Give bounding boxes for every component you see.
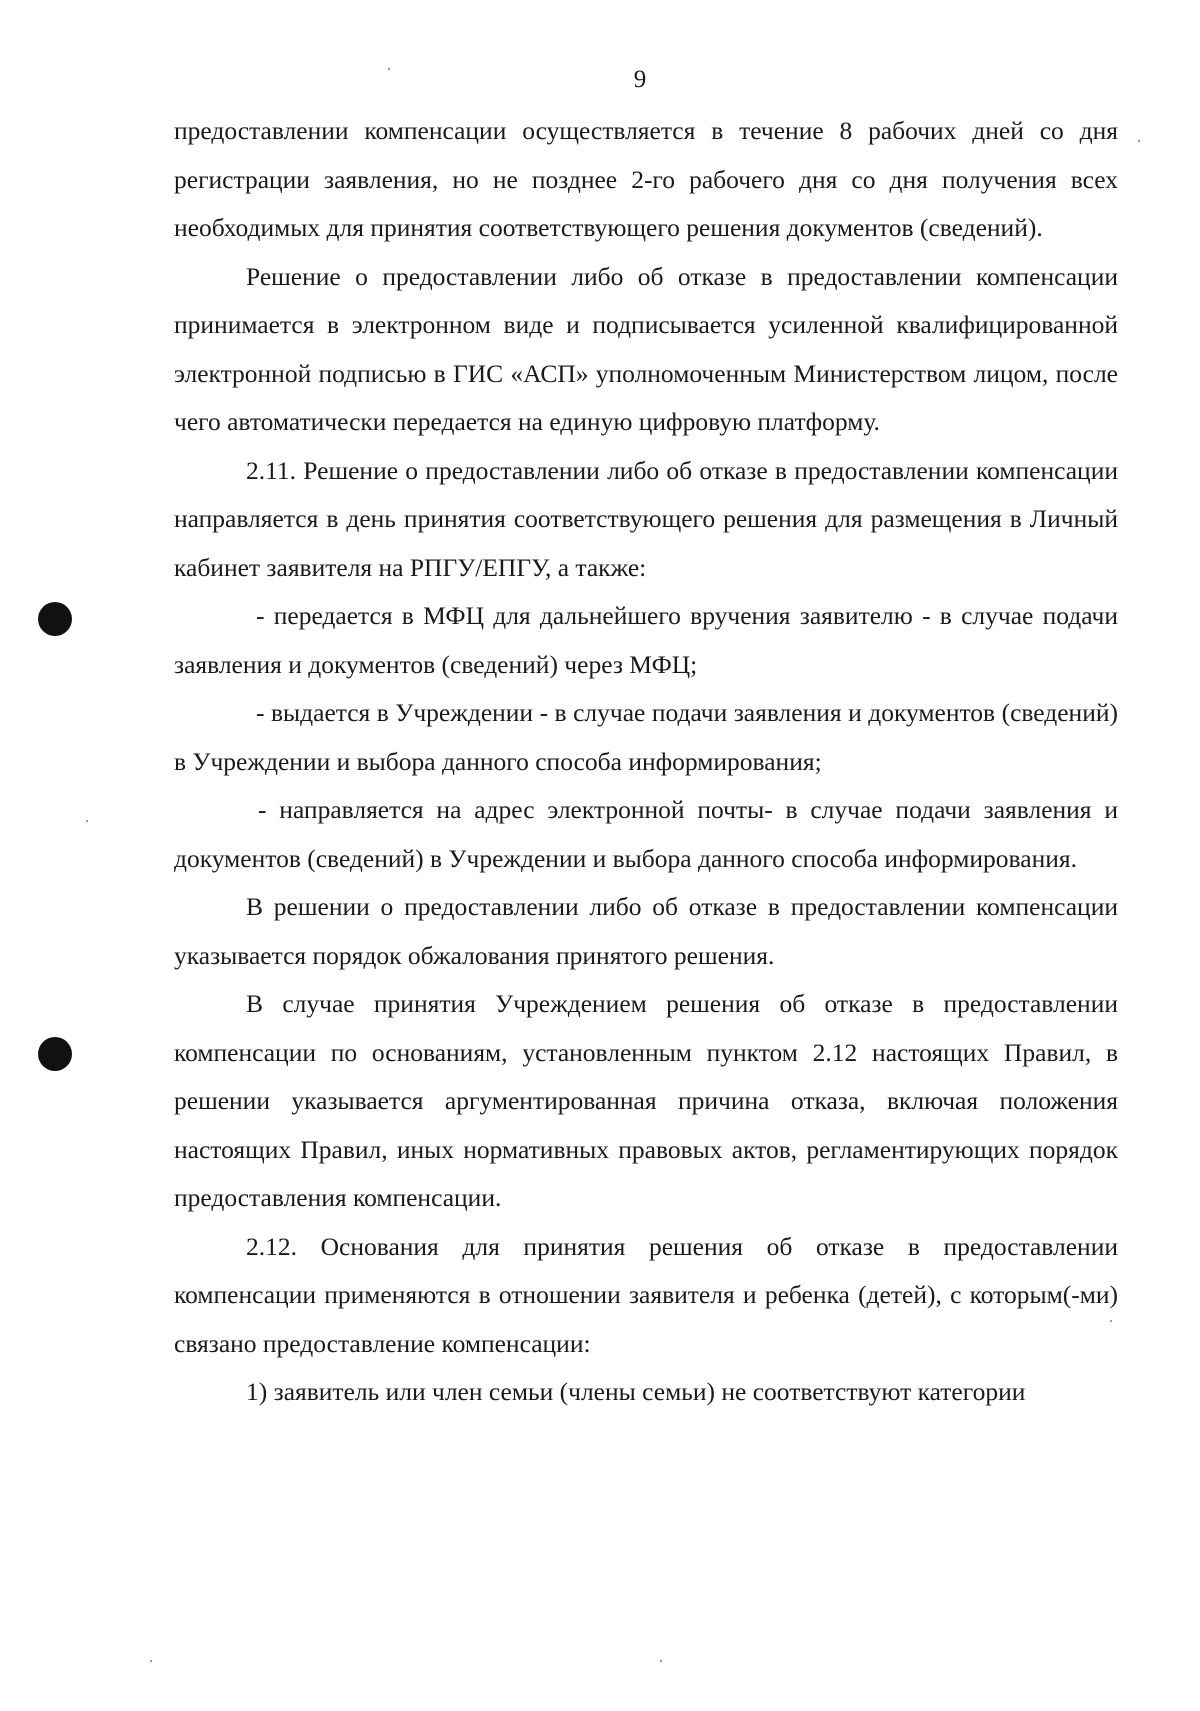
list-item-institution: - выдается в Учреждении - в случае подачи заявления и документов (сведений) в Учреждении и выбора данного способа информирования; [174, 698, 1118, 776]
page-number: 9 [633, 66, 647, 93]
paragraph-item-1: 1) заявитель или член семьи (члены семьи) не соответствуют категории [246, 1377, 1026, 1406]
scan-speck [150, 1660, 152, 1662]
scan-speck [660, 1660, 662, 1662]
scan-speck [86, 820, 88, 822]
paragraph-continuation: предоставлении компенсации осуществляется в течение 8 рабочих дней со дня регистрации заявления, но не позднее 2-го рабочего дня со дня получения всех необходимых для принятия соответствующего решения документов (сведений). [174, 116, 1118, 242]
scan-speck [1138, 140, 1140, 142]
paragraph-2-11: 2.11. Решение о предоставлении либо об отказе в предоставлении компенсации направляется в день принятия соответствующего решения для размещения в Личный кабинет заявителя на РПГУ/ЕПГУ, а также: [174, 455, 1118, 582]
paragraph-decision-signing: Решение о предоставлении либо об отказе в предоставлении компенсации принимается в электронном виде и подписывается усиленной квалифицированной электронной подписью в ГИС «АСП» уполномоченным Министерством лицом, после чего автоматически передается на единую цифровую платформу. [174, 261, 1118, 436]
punch-hole-mark [38, 1037, 72, 1071]
list-item-email: - направляется на адрес электронной почты- в случае подачи заявления и документов (сведений) в Учреждении и выбора данного способа информирования. [174, 795, 1118, 873]
document-body [174, 107, 1118, 1417]
paragraph-refusal-reason: В случае принятия Учреждением решения об отказе в предоставлении компенсации по основаниям, установленным пунктом 2.12 настоящих Правил, в решении указывается аргументированная причина отказа, включая положения настоящих Правил, иных нормативных правовых актов, регламентирующих порядок предоставления компенсации. [174, 989, 1118, 1212]
paragraph-2-12: 2.12. Основания для принятия решения об отказе в предоставлении компенсации применяются в отношении заявителя и ребенка (детей), с которым(-ми) связано предоставление компенсации: [174, 1231, 1118, 1358]
paragraph-appeal-procedure: В решении о предоставлении либо об отказе в предоставлении компенсации указывается порядок обжалования принятого решения. [174, 892, 1118, 970]
punch-hole-mark [38, 602, 72, 636]
list-item-mfc: - передается в МФЦ для дальнейшего вручения заявителю - в случае подачи заявления и документов (сведений) через МФЦ; [174, 601, 1118, 679]
